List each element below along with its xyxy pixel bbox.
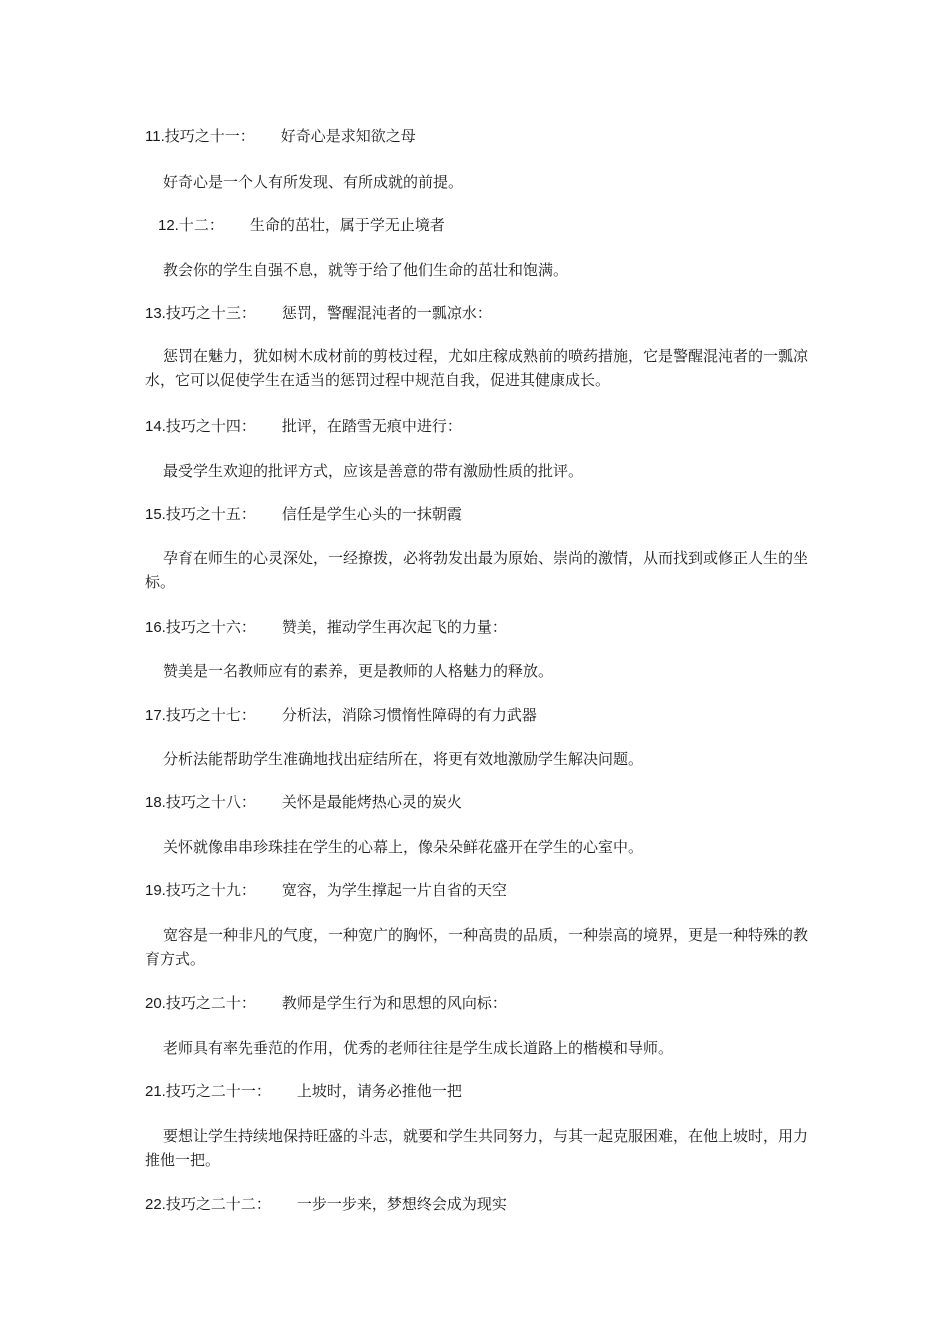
item-body: 教会你的学生自强不息，就等于给了他们生命的茁壮和饱满。 (163, 261, 569, 279)
item-number: 15. (145, 506, 166, 523)
item-body: 老师具有率先垂范的作用，优秀的老师往往是学生成长道路上的楷模和导师。 (163, 1039, 674, 1057)
item-number: 14. (145, 418, 166, 435)
item-number: 19. (145, 882, 166, 899)
item-body: 关怀就像串串珍珠挂在学生的心幕上，像朵朵鲜花盛开在学生的心室中。 (163, 838, 644, 856)
item-body: 分析法能帮助学生准确地找出症结所在，将更有效地激励学生解决问题。 (163, 750, 644, 768)
item-heading (145, 991, 815, 1016)
item-title: 赞美，摧动学生再次起飞的力量： (281, 618, 507, 636)
item-number: 21. (145, 1083, 166, 1100)
item-heading (145, 615, 815, 640)
item-heading (145, 502, 815, 527)
item-title: 一步一步来，梦想终会成为现实 (296, 1195, 507, 1213)
item-title: 教师是学生行为和思想的风向标： (281, 994, 507, 1012)
item-label: 技巧之十四： (165, 417, 256, 435)
item-number: 12. (158, 217, 179, 234)
item-body: 好奇心是一个人有所发现、有所成就的前提。 (163, 173, 464, 191)
item-title: 分析法，消除习惯惰性障碍的有力武器 (281, 706, 537, 724)
item-label: 十二： (178, 216, 224, 234)
item-heading (145, 703, 815, 728)
item-label: 技巧之十六： (165, 618, 256, 636)
item-title: 批评，在踏雪无痕中进行： (281, 417, 462, 435)
item-heading (145, 1079, 815, 1104)
item-number: 11. (145, 128, 165, 145)
item-heading (145, 414, 815, 439)
item-label: 技巧之二十二： (165, 1195, 271, 1213)
item-body: 要想让学生持续地保持旺盛的斗志，就要和学生共同努力，与其一起克服困难，在他上坡时，用力推他一把。 (145, 1127, 809, 1169)
item-title: 上坡时，请务必推他一把 (296, 1082, 462, 1100)
item-heading (145, 1192, 815, 1217)
item-body: 孕育在师生的心灵深处，一经撩拨，必将勃发出最为原始、崇尚的激情，从而找到或修正人生的坐标。 (145, 549, 809, 591)
item-body: 宽容是一种非凡的气度，一种宽广的胸怀，一种高贵的品质，一种崇高的境界，更是一种特殊的教育方式。 (145, 926, 809, 968)
item-heading (145, 878, 815, 903)
item-label: 技巧之十一： (164, 127, 255, 145)
item-title: 宽容，为学生撑起一片自省的天空 (281, 881, 507, 899)
item-heading (158, 213, 828, 238)
item-number: 18. (145, 794, 166, 811)
item-label: 技巧之二十： (165, 994, 256, 1012)
item-title: 信任是学生心头的一抹朝霞 (281, 505, 462, 523)
item-body: 最受学生欢迎的批评方式，应该是善意的带有激励性质的批评。 (163, 462, 584, 480)
item-label: 技巧之十八： (165, 793, 256, 811)
item-heading (145, 124, 815, 149)
item-label: 技巧之二十一： (165, 1082, 271, 1100)
item-title: 关怀是最能烤热心灵的炭火 (281, 793, 462, 811)
item-number: 16. (145, 619, 166, 636)
item-label: 技巧之十五： (165, 505, 256, 523)
item-body: 惩罚在魅力，犹如树木成材前的剪枝过程，尤如庄稼成熟前的喷药措施，它是警醒混沌者的一瓢凉水，它可以促使学生在适当的惩罚过程中规范自我，促进其健康成长。 (145, 347, 809, 389)
item-number: 22. (145, 1196, 166, 1213)
item-label: 技巧之十三： (165, 304, 256, 322)
item-body: 赞美是一名教师应有的素养，更是教师的人格魅力的释放。 (163, 662, 554, 680)
item-title: 生命的茁壮，属于学无止境者 (249, 216, 445, 234)
item-number: 20. (145, 995, 166, 1012)
item-label: 技巧之十七： (165, 706, 256, 724)
item-number: 13. (145, 305, 166, 322)
item-title: 惩罚，警醒混沌者的一瓢凉水： (281, 304, 492, 322)
item-heading (145, 301, 815, 326)
item-label: 技巧之十九： (165, 881, 256, 899)
item-number: 17. (145, 707, 166, 724)
item-heading (145, 790, 815, 815)
item-title: 好奇心是求知欲之母 (280, 127, 416, 145)
